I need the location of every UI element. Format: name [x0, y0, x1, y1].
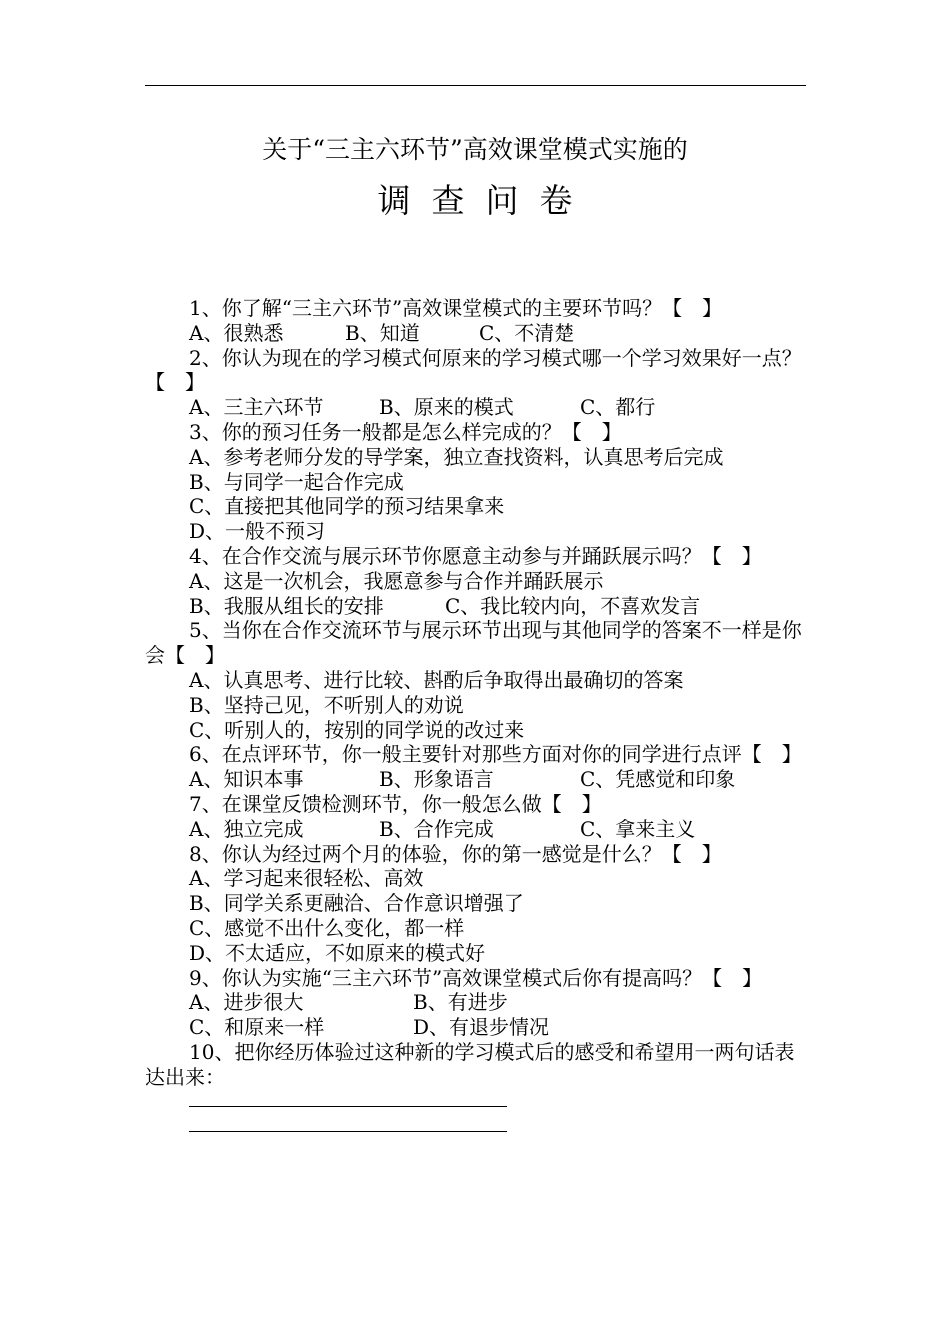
- question-1-options: [145, 321, 806, 346]
- q9-option-b[interactable]: B、有进步: [413, 990, 508, 1015]
- question-7: 7、在课堂反馈检测环节，你一般怎么做【 】: [189, 791, 602, 816]
- questionnaire-body: [145, 296, 806, 1132]
- q3-option-c[interactable]: C、直接把其他同学的预习结果拿来: [189, 494, 505, 519]
- q1-option-c[interactable]: C、不清楚: [479, 320, 575, 345]
- question-2: 2、你认为现在的学习模式何原来的学习模式哪一个学习效果好一点？【 】: [145, 345, 802, 395]
- q3-option-a[interactable]: A、参考老师分发的导学案，独立查找资料，认真思考后完成: [189, 444, 724, 469]
- q4-option-b[interactable]: B、我服从组长的安排: [189, 593, 384, 618]
- q8-option-d[interactable]: D、不太适应，不如原来的模式好: [189, 940, 486, 965]
- title-line-2: 调查问卷: [377, 181, 594, 220]
- q1-option-b[interactable]: B、知道: [345, 320, 420, 345]
- q7-option-c[interactable]: C、拿来主义: [580, 816, 696, 841]
- spacer: [145, 1090, 806, 1106]
- question-4: 4、在合作交流与展示环节你愿意主动参与并踊跃展示吗？【 】: [189, 543, 762, 568]
- q6-option-b[interactable]: B、形象语言: [379, 767, 494, 792]
- q8-option-c[interactable]: C、感觉不出什么变化，都一样: [189, 915, 465, 940]
- q3-option-b[interactable]: B、与同学一起合作完成: [189, 469, 404, 494]
- question-6-options: [145, 767, 806, 792]
- q2-option-b[interactable]: B、原来的模式: [379, 395, 514, 420]
- q7-option-a[interactable]: A、独立完成: [189, 816, 304, 841]
- q4-option-c[interactable]: C、我比较内向，不喜欢发言: [445, 593, 701, 618]
- question-3: 3、你的预习任务一般都是怎么样完成的？【 】: [189, 419, 622, 444]
- question-9-options-row-2: [145, 1015, 806, 1040]
- q8-option-a[interactable]: A、学习起来很轻松、高效: [189, 866, 424, 891]
- question-8: 8、你认为经过两个月的体验，你的第一感觉是什么？【 】: [189, 841, 722, 866]
- question-9: 9、你认为实施“三主六环节”高效课堂模式后你有提高吗？【 】: [189, 965, 763, 990]
- q7-option-b[interactable]: B、合作完成: [379, 816, 494, 841]
- question-9-options-row-1: [145, 990, 806, 1015]
- q9-option-c[interactable]: C、和原来一样: [189, 1015, 325, 1040]
- q1-option-a[interactable]: A、很熟悉: [189, 320, 284, 345]
- header-rule: [145, 85, 806, 86]
- q2-option-c[interactable]: C、都行: [580, 395, 656, 420]
- title-line-1: 关于“三主六环节”高效课堂模式实施的: [262, 135, 688, 164]
- question-2-options: [145, 395, 806, 420]
- q5-option-c[interactable]: C、听别人的，按别的同学说的改过来: [189, 717, 525, 742]
- q8-option-b[interactable]: B、同学关系更融洽、合作意识增强了: [189, 891, 524, 916]
- question-5: 5、当你在合作交流环节与展示环节出现与其他同学的答案不一样是你会【 】: [145, 618, 802, 668]
- question-1: 1、你了解“三主六环节”高效课堂模式的主要环节吗？【 】: [189, 296, 723, 320]
- q4-option-a[interactable]: A、这是一次机会，我愿意参与合作并踊跃展示: [189, 568, 604, 593]
- answer-line-2[interactable]: [189, 1131, 507, 1132]
- question-7-options: [145, 817, 806, 842]
- q5-option-b[interactable]: B、坚持己见，不听别人的劝说: [189, 692, 464, 717]
- q6-option-a[interactable]: A、知识本事: [189, 767, 304, 792]
- question-4-options: [145, 594, 806, 619]
- q9-option-d[interactable]: D、有退步情况: [413, 1015, 550, 1040]
- question-6: 6、在点评环节，你一般主要针对那些方面对你的同学进行点评【 】: [189, 742, 802, 767]
- q3-option-d[interactable]: D、一般不预习: [189, 519, 326, 544]
- q5-option-a[interactable]: A、认真思考、进行比较、斟酌后争取得出最确切的答案: [189, 667, 684, 692]
- spacer: [145, 1107, 806, 1131]
- q9-option-a[interactable]: A、进步很大: [189, 990, 304, 1015]
- question-10: 10、把你经历体验过这种新的学习模式后的感受和希望用一两句话表达出来：: [145, 1039, 795, 1089]
- q6-option-c[interactable]: C、凭感觉和印象: [580, 767, 736, 792]
- q2-option-a[interactable]: A、三主六环节: [189, 395, 324, 420]
